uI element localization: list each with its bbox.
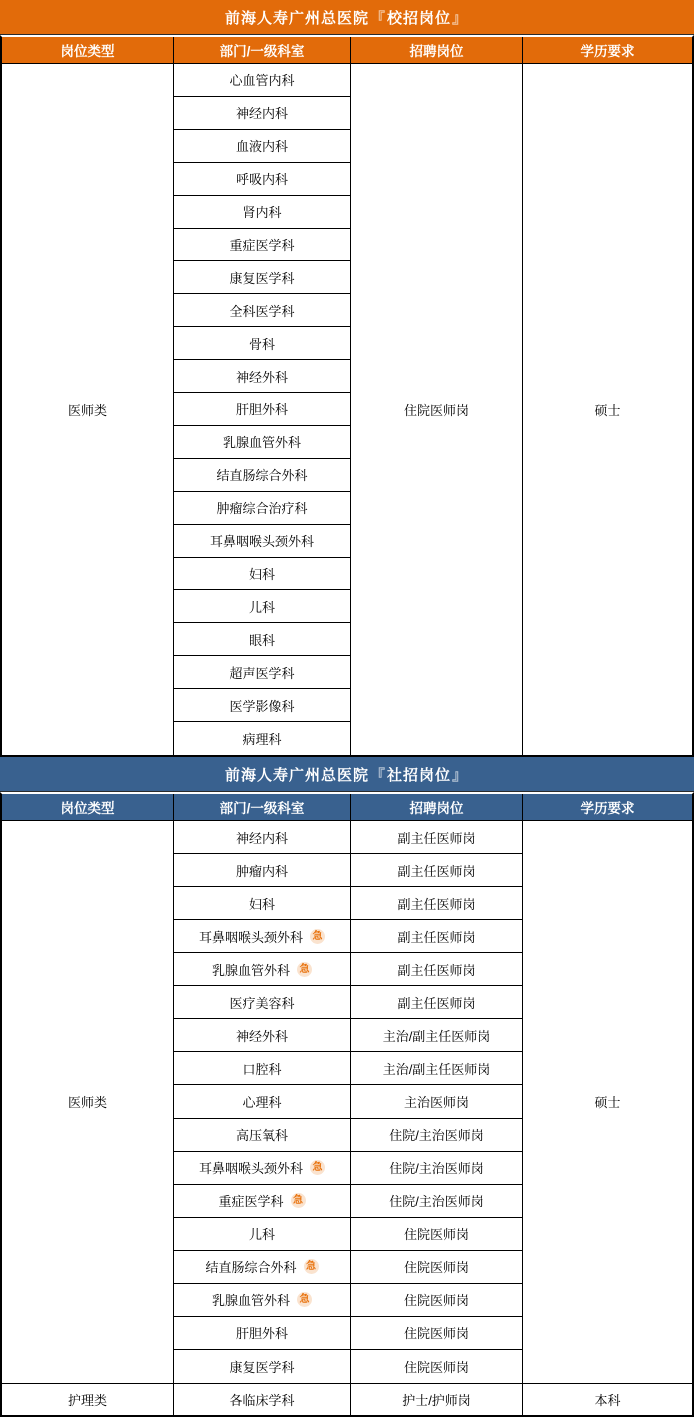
dept-cell: [174, 920, 351, 953]
bracket-close: 』: [452, 766, 469, 784]
dept-cell-label: 心血管内科: [229, 73, 295, 89]
dept-cell-label: 乳腺血管外科: [222, 435, 301, 451]
dept-cell: [174, 1317, 351, 1350]
position-cell: [351, 821, 523, 854]
dept-cell-label: 耳鼻咽喉头颈外科: [209, 534, 314, 550]
position-cell: [351, 1085, 523, 1118]
dept-cell: [174, 1251, 351, 1284]
dept-cell-label: 神经内科: [235, 106, 288, 122]
position-cell-label: 住院/主治医师岗: [389, 1128, 484, 1144]
dept-cell: [174, 656, 351, 689]
position-cell-label: 住院医师岗: [403, 1359, 469, 1375]
dept-cell-label: 重症医学科: [218, 1194, 284, 1210]
dept-cell: [174, 229, 351, 262]
nurse-row: [0, 1383, 694, 1417]
dept-cell-label: 耳鼻咽喉头颈外科: [198, 929, 303, 945]
campus-section-title: [0, 0, 694, 35]
dept-cell-label: 耳鼻咽喉头颈外科: [198, 1161, 303, 1177]
dept-cell: [174, 1019, 351, 1052]
education-cell: 硕士: [523, 821, 692, 1383]
social-section-title: [0, 757, 694, 792]
position-cell-label: 副主任医师岗: [397, 929, 476, 945]
dept-cell: [174, 64, 351, 97]
dept-cell-label: 全科医学科: [229, 303, 295, 319]
position-cell: 护士/护师岗: [351, 1384, 523, 1415]
dept-cell: [174, 590, 351, 623]
dept-cell-label: 妇科: [248, 567, 275, 583]
position-cell-label: 副主任医师岗: [397, 995, 476, 1011]
position-cell: [351, 1185, 523, 1218]
dept-cell: [174, 327, 351, 360]
dept-cell-label: 肝胆外科: [235, 1326, 288, 1342]
position-cell: [351, 1284, 523, 1317]
education-cell: 硕士: [523, 64, 692, 755]
position-cell: [351, 920, 523, 953]
position-cell: [351, 1317, 523, 1350]
position-cell-label: 副主任医师岗: [397, 896, 476, 912]
position-cell-label: 副主任医师岗: [397, 863, 476, 879]
bracket-open: 『: [369, 9, 386, 27]
dept-cell-label: 超声医学科: [229, 665, 295, 681]
category-cell: 医师类: [2, 821, 174, 1383]
column-header-education: 学历要求: [580, 44, 635, 59]
dept-cell-label: 神经外科: [235, 1028, 288, 1044]
dept-cell: [174, 196, 351, 229]
position-cell: [351, 1019, 523, 1052]
dept-cell-label: 结直肠综合外科: [216, 468, 308, 484]
position-cell-label: 住院医师岗: [403, 1227, 469, 1243]
hospital-name: 前海人寿广州总医院: [224, 766, 369, 784]
position-cell: [351, 953, 523, 986]
dept-cell: [174, 97, 351, 130]
social-column-header-row: [0, 792, 694, 820]
dept-cell-label: 血液内科: [235, 139, 288, 155]
dept-cell: [174, 525, 351, 558]
dept-cell: [174, 360, 351, 393]
dept-cell-label: 结直肠综合外科: [205, 1260, 297, 1276]
urgent-icon: 急: [297, 1292, 312, 1307]
dept-cell-label: 乳腺血管外科: [211, 962, 290, 978]
position-cell-label: 住院医师岗: [403, 1293, 469, 1309]
position-cell: [351, 986, 523, 1019]
column-header-education: 学历要求: [580, 801, 635, 816]
dept-cell: [174, 426, 351, 459]
position-cell: [351, 1218, 523, 1251]
dept-cell-label: 儿科: [248, 1227, 275, 1243]
dept-cell: [174, 1052, 351, 1085]
position-cell-label: 住院/主治医师岗: [389, 1194, 484, 1210]
dept-cell: [174, 459, 351, 492]
dept-cell-label: 康复医学科: [229, 270, 295, 286]
dept-cell: [174, 887, 351, 920]
dept-cell-label: 口腔科: [242, 1061, 282, 1077]
position-cell-label: 主治/副主任医师岗: [382, 1028, 491, 1044]
category-cell: 护理类: [2, 1384, 174, 1415]
hospital-name: 前海人寿广州总医院: [224, 9, 369, 27]
position-cell: 住院医师岗: [351, 64, 523, 755]
column-header-department: 部门/一级科室: [174, 37, 351, 63]
dept-cell: [174, 1350, 351, 1383]
bracket-open: 『: [369, 766, 386, 784]
position-cell-label: 住院医师岗: [403, 1260, 469, 1276]
dept-cell: [174, 492, 351, 525]
position-cell: [351, 1251, 523, 1284]
dept-cell: [174, 854, 351, 887]
position-cell: [351, 1119, 523, 1152]
campus-title-label: 校招岗位: [387, 9, 452, 27]
dept-cell: [174, 1284, 351, 1317]
dept-cell: [174, 821, 351, 854]
column-header-recruit-position: 招聘岗位: [351, 37, 523, 63]
dept-cell-label: 儿科: [248, 599, 275, 615]
column-header-position-type: 岗位类型: [2, 37, 174, 63]
position-cell-label: 副主任医师岗: [397, 830, 476, 846]
dept-cell-label: 肝胆外科: [235, 402, 288, 418]
dept-cell-label: 病理科: [242, 732, 282, 748]
campus-body: [0, 63, 694, 757]
column-header-recruit-position: 招聘岗位: [351, 794, 523, 820]
dept-cell-label: 呼吸内科: [235, 172, 288, 188]
urgent-icon: 急: [310, 1160, 325, 1175]
dept-cell: [174, 393, 351, 426]
education-cell: 本科: [523, 1384, 692, 1415]
dept-cell-label: 肿瘤综合治疗科: [216, 501, 308, 517]
social-section: [0, 757, 694, 1417]
dept-cell: [174, 953, 351, 986]
position-cell-label: 副主任医师岗: [397, 962, 476, 978]
column-header-department: 部门/一级科室: [174, 794, 351, 820]
social-body: [0, 820, 694, 1383]
dept-cell: [174, 163, 351, 196]
dept-cell: [174, 689, 351, 722]
dept-cell-label: 重症医学科: [229, 237, 295, 253]
urgent-icon: 急: [291, 1193, 306, 1208]
dept-cell-label: 眼科: [248, 632, 275, 648]
dept-cell-label: 神经内科: [235, 830, 288, 846]
position-cell: [351, 887, 523, 920]
dept-cell: [174, 1085, 351, 1118]
category-cell: 医师类: [2, 64, 174, 755]
dept-cell: [174, 130, 351, 163]
dept-cell: [174, 558, 351, 591]
position-cell-label: 主治/副主任医师岗: [382, 1061, 491, 1077]
dept-cell-label: 神经外科: [235, 369, 288, 385]
dept-cell-label: 肾内科: [242, 205, 282, 221]
dept-cell: [174, 1218, 351, 1251]
campus-column-header-row: [0, 35, 694, 63]
dept-cell: [174, 1119, 351, 1152]
position-cell: [351, 854, 523, 887]
position-cell-label: 住院医师岗: [403, 1326, 469, 1342]
dept-cell: [174, 294, 351, 327]
dept-cell-label: 妇科: [248, 896, 275, 912]
social-title-label: 社招岗位: [387, 766, 452, 784]
dept-cell-label: 肿瘤内科: [235, 863, 288, 879]
position-cell-label: 住院/主治医师岗: [389, 1161, 484, 1177]
dept-cell-label: 心理科: [242, 1094, 282, 1110]
dept-cell: [174, 1152, 351, 1185]
dept-cell-label: 高压氧科: [235, 1128, 288, 1144]
dept-cell: [174, 623, 351, 656]
dept-cell-label: 医学影像科: [229, 698, 295, 714]
position-cell: [351, 1052, 523, 1085]
dept-cell: [174, 1185, 351, 1218]
urgent-icon: 急: [297, 962, 312, 977]
dept-cell-label: 医疗美容科: [229, 995, 295, 1011]
dept-cell: [174, 261, 351, 294]
position-cell: [351, 1152, 523, 1185]
bracket-close: 』: [452, 9, 469, 27]
urgent-icon: 急: [310, 929, 325, 944]
position-cell-label: 主治医师岗: [403, 1094, 469, 1110]
position-cell: [351, 1350, 523, 1383]
dept-cell: 各临床学科: [174, 1384, 351, 1415]
urgent-icon: 急: [304, 1259, 319, 1274]
dept-cell-label: 乳腺血管外科: [211, 1293, 290, 1309]
dept-cell-label: 康复医学科: [229, 1359, 295, 1375]
dept-cell: [174, 722, 351, 755]
dept-cell: [174, 986, 351, 1019]
column-header-position-type: 岗位类型: [2, 794, 174, 820]
dept-cell-label: 骨科: [248, 336, 275, 352]
